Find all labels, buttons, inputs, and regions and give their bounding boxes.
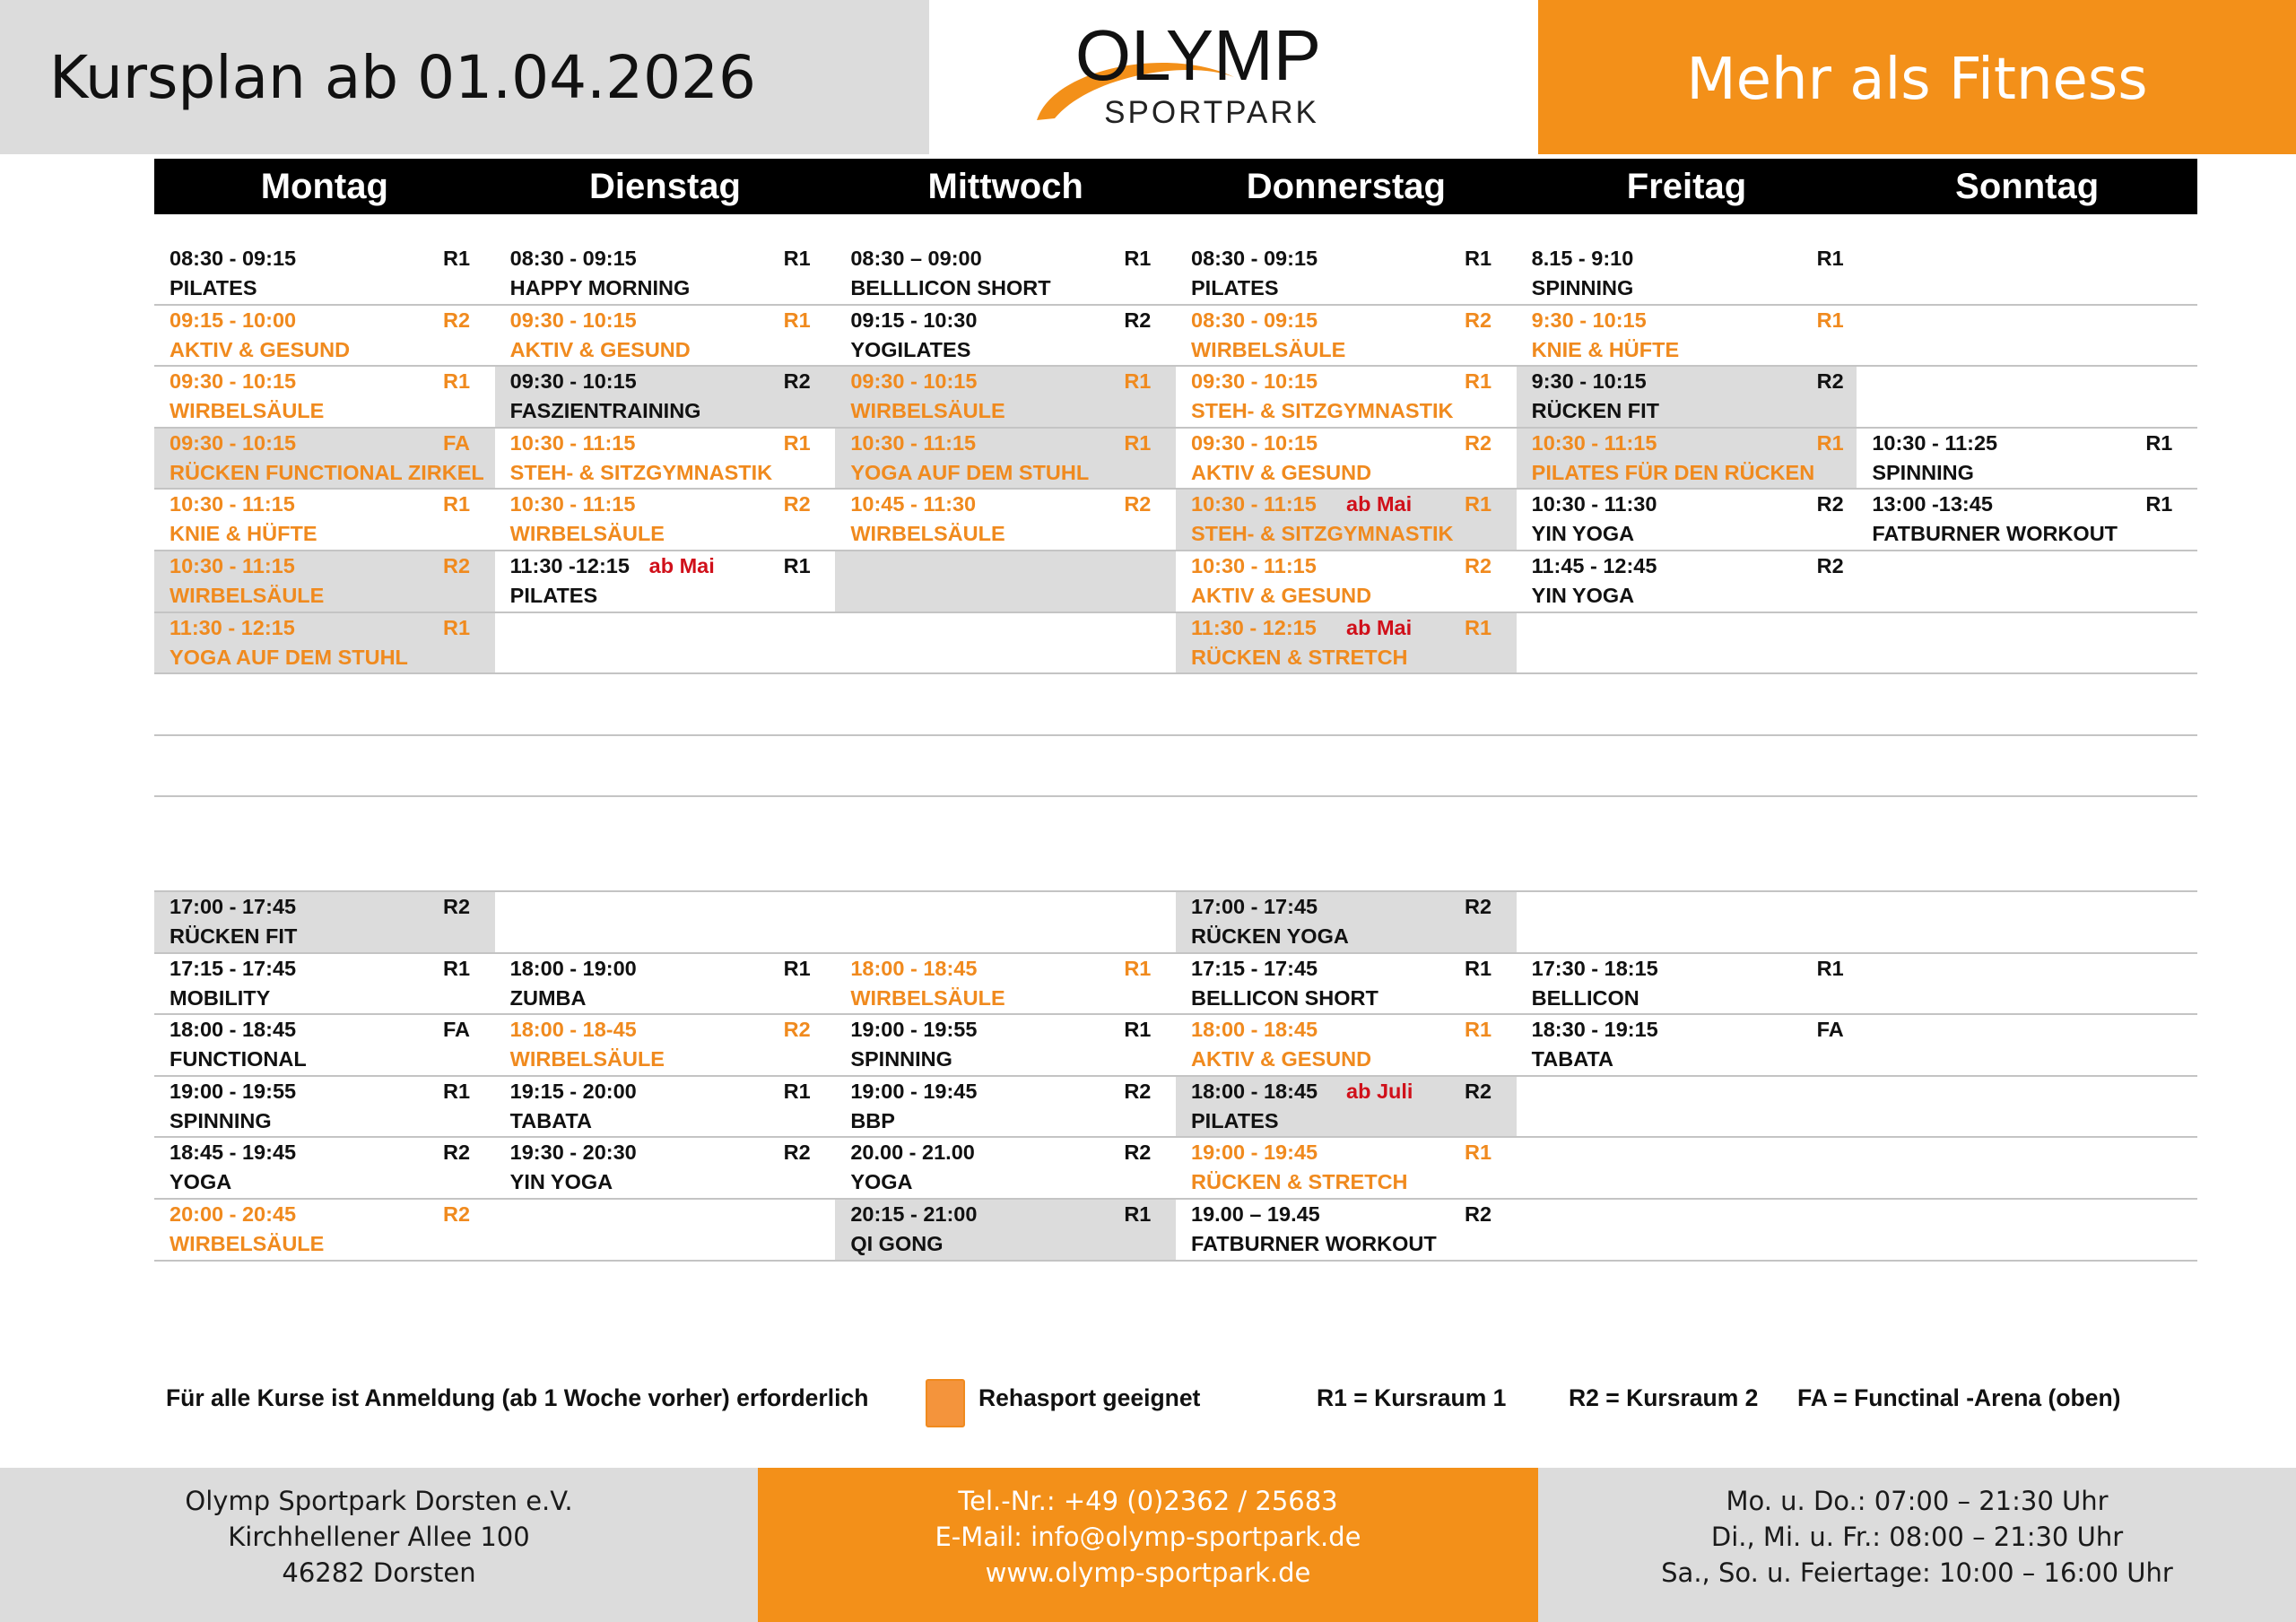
day-header-3: Donnerstag	[1246, 167, 1446, 206]
course-time: 10:30 - 11:15	[1191, 492, 1317, 516]
course-room: R2	[1816, 554, 1844, 577]
course-cell	[1857, 429, 2197, 490]
course-cell	[835, 244, 1176, 306]
course-cell	[835, 1015, 1176, 1077]
course-time: 18:00 - 18:45	[1191, 1018, 1318, 1042]
course-time: 08:30 – 09:00	[850, 247, 982, 270]
course-room: R1	[783, 554, 811, 577]
course-cell	[495, 954, 836, 1016]
course-time: 18:00 - 18:45	[850, 956, 978, 980]
course-time: 19:00 - 19:45	[850, 1079, 978, 1103]
course-room: R1	[1465, 369, 1492, 394]
course-name: YIN YOGA	[509, 1170, 613, 1194]
course-name: FATBURNER WORKOUT	[1872, 522, 2118, 546]
course-cell	[1176, 551, 1517, 613]
course-time: 8.15 - 9:10	[1531, 247, 1634, 270]
course-time: 19:00 - 19:55	[170, 1079, 297, 1103]
course-cell	[495, 1138, 836, 1200]
course-room: R1	[1816, 956, 1844, 980]
address-line: Kirchhellener Allee 100	[228, 1522, 530, 1552]
course-room: R1	[2145, 492, 2173, 516]
course-time: 08:30 - 09:15	[170, 247, 297, 270]
course-name: FATBURNER WORKOUT	[1191, 1232, 1437, 1255]
course-time: 10:30 - 11:15	[509, 430, 636, 455]
website-link[interactable]: www.olymp-sportpark.de	[985, 1557, 1311, 1588]
course-name: WIRBELSÄULE	[850, 399, 1005, 423]
course-room: R1	[783, 430, 811, 455]
day-header-1: Dienstag	[589, 167, 741, 206]
course-time: 08:30 - 09:15	[1191, 308, 1318, 332]
course-time: 10:30 - 11:25	[1872, 430, 1998, 455]
course-start-note: ab Mai	[648, 554, 715, 577]
course-cell	[154, 954, 495, 1016]
course-room: R2	[783, 1018, 811, 1042]
course-cell	[835, 551, 1176, 613]
course-room: R1	[1124, 956, 1152, 980]
course-cell	[1176, 1015, 1517, 1077]
course-name: RÜCKEN FIT	[170, 924, 298, 948]
course-time: 18:00 - 18:45	[1191, 1079, 1318, 1103]
hours-line: Mo. u. Do.: 07:00 – 21:30 Uhr	[1726, 1486, 2109, 1516]
course-name: WIRBELSÄULE	[850, 985, 1005, 1010]
course-time: 09:30 - 10:15	[509, 308, 637, 332]
course-name: KNIE & HÜFTE	[1531, 337, 1680, 361]
course-cell	[1176, 429, 1517, 490]
course-time: 17:00 - 17:45	[1191, 895, 1318, 918]
rehab-legend: Rehasport geeignet	[978, 1384, 1201, 1411]
course-time: 17:30 - 18:15	[1531, 956, 1658, 980]
course-name: PILATES	[1191, 276, 1279, 299]
course-time: 19:00 - 19:45	[1191, 1141, 1318, 1165]
course-cell	[495, 490, 836, 551]
address-line: Olymp Sportpark Dorsten e.V.	[185, 1486, 573, 1516]
course-name: YOGILATES	[850, 337, 971, 361]
course-cell	[154, 1077, 495, 1139]
rehab-swatch	[926, 1379, 965, 1427]
course-room: R1	[1816, 247, 1844, 270]
course-name: SPINNING	[170, 1108, 272, 1132]
course-time: 19:15 - 20:00	[509, 1079, 637, 1103]
course-time: 9:30 - 10:15	[1531, 308, 1647, 332]
course-room: R2	[783, 1141, 811, 1165]
course-room: R1	[2145, 430, 2173, 455]
course-cell	[495, 551, 836, 613]
course-name: TABATA	[509, 1108, 593, 1132]
course-time: 17:00 - 17:45	[170, 895, 297, 918]
course-time: 18:45 - 19:45	[170, 1141, 297, 1165]
course-cell	[1517, 429, 1857, 490]
course-name: FUNCTIONAL	[170, 1047, 307, 1071]
course-cell	[835, 954, 1176, 1016]
course-cell	[1176, 1077, 1517, 1139]
course-name: WIRBELSÄULE	[170, 1232, 325, 1255]
course-name: FASZIENTRAINING	[509, 399, 701, 423]
course-time: 17:15 - 17:45	[1191, 956, 1318, 980]
row-divider	[154, 795, 2197, 797]
course-time: 09:30 - 10:15	[509, 369, 637, 394]
course-room: R1	[443, 247, 471, 270]
course-room: R1	[1465, 956, 1492, 980]
course-cell	[495, 429, 836, 490]
course-name: ZUMBA	[509, 985, 587, 1010]
course-time: 09:15 - 10:00	[170, 308, 297, 332]
course-name: PILATES FÜR DEN RÜCKEN	[1531, 460, 1815, 484]
course-name: STEH- & SITZGYMNASTIK	[1191, 399, 1454, 423]
course-time: 09:30 - 10:15	[850, 369, 978, 394]
course-room: R1	[1816, 308, 1844, 332]
r2-legend: R2 = Kursraum 2	[1569, 1384, 1759, 1411]
course-room: R2	[443, 1202, 471, 1226]
footer-address	[0, 1468, 758, 1622]
course-name: BELLLICON SHORT	[850, 276, 1051, 299]
email-link[interactable]: E-Mail: info@olymp-sportpark.de	[935, 1522, 1361, 1552]
course-cell	[154, 551, 495, 613]
course-name: MOBILITY	[170, 985, 271, 1010]
schedule-grid	[154, 0, 2197, 1622]
course-time: 09:30 - 10:15	[170, 430, 297, 455]
course-name: RÜCKEN & STRETCH	[1191, 645, 1408, 669]
course-name: TABATA	[1531, 1047, 1614, 1071]
course-room: R2	[1124, 308, 1152, 332]
course-name: YOGA AUF DEM STUHL	[170, 645, 408, 669]
course-cell	[154, 1200, 495, 1262]
course-room: R2	[443, 895, 471, 918]
course-room: R2	[1465, 430, 1492, 455]
course-name: AKTIV & GESUND	[1191, 460, 1372, 484]
course-cell	[1517, 490, 1857, 551]
course-cell	[835, 490, 1176, 551]
course-cell	[154, 244, 495, 306]
course-room: R2	[783, 492, 811, 516]
course-name: STEH- & SITZGYMNASTIK	[1191, 522, 1454, 546]
row-divider	[154, 734, 2197, 736]
course-cell	[835, 429, 1176, 490]
course-cell	[1176, 1138, 1517, 1200]
course-name: SPINNING	[850, 1047, 952, 1071]
course-name: RÜCKEN YOGA	[1191, 924, 1349, 948]
course-room: R2	[1124, 1141, 1152, 1165]
course-name: AKTIV & GESUND	[509, 337, 691, 361]
course-cell	[495, 367, 836, 429]
course-name: STEH- & SITZGYMNASTIK	[509, 460, 773, 484]
course-time: 11:30 - 12:15	[170, 615, 295, 639]
course-room: R1	[783, 1079, 811, 1103]
course-cell	[154, 1138, 495, 1200]
course-time: 20:15 - 21:00	[850, 1202, 978, 1226]
course-room: R2	[1465, 1079, 1492, 1103]
course-cell	[1176, 892, 1517, 954]
course-room: R1	[1465, 247, 1492, 270]
course-time: 18:00 - 18:45	[170, 1018, 297, 1042]
course-time: 10:30 - 11:15	[170, 554, 295, 577]
course-name: WIRBELSÄULE	[170, 399, 325, 423]
course-name: RÜCKEN & STRETCH	[1191, 1170, 1408, 1194]
course-cell	[1517, 367, 1857, 429]
course-cell	[154, 429, 495, 490]
course-cell	[1517, 306, 1857, 368]
course-cell	[835, 367, 1176, 429]
course-name: WIRBELSÄULE	[509, 522, 665, 546]
course-name: SPINNING	[1872, 460, 1974, 484]
course-time: 09:15 - 10:30	[850, 308, 978, 332]
logo-word: OLYMP	[1074, 15, 1322, 95]
course-time: 20.00 - 21.00	[850, 1141, 975, 1165]
course-cell	[1176, 490, 1517, 551]
course-time: 10:30 - 11:15	[509, 492, 636, 516]
hours-line: Di., Mi. u. Fr.: 08:00 – 21:30 Uhr	[1710, 1522, 2124, 1552]
day-header-4: Freitag	[1626, 167, 1747, 206]
registration-note: Für alle Kurse ist Anmeldung (ab 1 Woche vorher) erforderlich	[166, 1384, 869, 1411]
course-name: WIRBELSÄULE	[1191, 337, 1346, 361]
course-room: R2	[443, 308, 471, 332]
course-room: FA	[443, 1018, 471, 1042]
course-name: KNIE & HÜFTE	[170, 522, 317, 546]
course-room: R2	[1465, 308, 1492, 332]
course-time: 18:00 - 19:00	[509, 956, 637, 980]
course-cell	[1517, 1015, 1857, 1077]
course-room: FA	[443, 430, 471, 455]
course-name: WIRBELSÄULE	[170, 584, 325, 607]
course-cell	[1176, 954, 1517, 1016]
course-room: R1	[443, 1079, 471, 1103]
logo-sub: SPORTPARK	[1104, 95, 1319, 130]
course-name: YIN YOGA	[1531, 522, 1635, 546]
course-name: AKTIV & GESUND	[1191, 584, 1372, 607]
course-time: 17:15 - 17:45	[170, 956, 297, 980]
course-time: 10:30 - 11:30	[1531, 492, 1657, 516]
course-time: 08:30 - 09:15	[1191, 247, 1318, 270]
course-room: R1	[783, 308, 811, 332]
footer-hours	[1538, 1468, 2296, 1622]
course-time: 9:30 - 10:15	[1531, 369, 1647, 394]
course-name: AKTIV & GESUND	[170, 337, 351, 361]
course-time: 10:30 - 11:15	[1191, 554, 1317, 577]
course-cell	[154, 613, 495, 675]
fa-legend: FA = Functinal -Arena (oben)	[1797, 1384, 2121, 1411]
course-cell	[1517, 551, 1857, 613]
course-name: WIRBELSÄULE	[850, 522, 1005, 546]
course-time: 18:00 - 18-45	[509, 1018, 637, 1042]
course-name: RÜCKEN FUNCTIONAL ZIRKEL	[170, 460, 484, 484]
course-room: R1	[1465, 615, 1492, 639]
footer-contact	[758, 1468, 1538, 1622]
course-room: R1	[1465, 1141, 1492, 1165]
course-room: R1	[443, 492, 471, 516]
course-room: R1	[1124, 1202, 1152, 1226]
course-name: AKTIV & GESUND	[1191, 1047, 1372, 1071]
course-room: R2	[1124, 1079, 1152, 1103]
course-cell	[835, 306, 1176, 368]
course-cell	[1176, 244, 1517, 306]
course-cell	[1176, 367, 1517, 429]
phone-number: Tel.-Nr.: +49 (0)2362 / 25683	[958, 1486, 1338, 1516]
course-cell	[495, 306, 836, 368]
course-time: 11:30 -12:15	[509, 554, 630, 577]
course-cell	[154, 306, 495, 368]
course-time: 09:30 - 10:15	[1191, 369, 1318, 394]
slogan: Mehr als Fitness	[1686, 47, 2148, 113]
course-room: R1	[1124, 1018, 1152, 1042]
course-cell	[154, 490, 495, 551]
course-time: 10:30 - 11:15	[1531, 430, 1657, 455]
course-name: YOGA	[170, 1170, 232, 1194]
address-line: 46282 Dorsten	[282, 1557, 476, 1588]
course-name: RÜCKEN FIT	[1531, 399, 1659, 423]
course-time: 19.00 – 19.45	[1191, 1202, 1320, 1226]
course-cell	[1517, 954, 1857, 1016]
course-room: R2	[1816, 369, 1844, 394]
course-cell	[1176, 1200, 1517, 1262]
course-name: YOGA AUF DEM STUHL	[850, 460, 1090, 484]
course-time: 09:30 - 10:15	[170, 369, 297, 394]
course-room: R1	[1124, 430, 1152, 455]
course-time: 10:30 - 11:15	[850, 430, 977, 455]
course-room: R1	[783, 956, 811, 980]
course-time: 13:00 -13:45	[1872, 492, 1993, 516]
course-name: BELLICON	[1531, 985, 1639, 1010]
course-name: YOGA	[850, 1170, 913, 1194]
course-room: R2	[1124, 492, 1152, 516]
course-room: R1	[1816, 430, 1844, 455]
course-room: R1	[443, 369, 471, 394]
course-name: BBP	[850, 1108, 895, 1132]
course-name: YIN YOGA	[1531, 584, 1635, 607]
course-time: 19:00 - 19:55	[850, 1018, 978, 1042]
course-room: R2	[1816, 492, 1844, 516]
course-cell	[835, 1077, 1176, 1139]
course-room: R1	[1465, 492, 1492, 516]
day-header-0: Montag	[260, 167, 388, 206]
course-room: R1	[1124, 369, 1152, 394]
course-cell	[154, 1015, 495, 1077]
hours-line: Sa., So. u. Feiertage: 10:00 – 16:00 Uhr	[1661, 1557, 2173, 1588]
course-room: FA	[1816, 1018, 1844, 1042]
course-time: 11:30 - 12:15	[1191, 615, 1317, 639]
course-cell	[495, 1077, 836, 1139]
course-cell	[835, 1200, 1176, 1262]
course-room: R2	[443, 1141, 471, 1165]
r1-legend: R1 = Kursraum 1	[1317, 1384, 1507, 1411]
day-header-5: Sonntag	[1955, 167, 2100, 206]
course-time: 10:30 - 11:15	[170, 492, 295, 516]
course-room: R1	[1124, 247, 1152, 270]
course-name: QI GONG	[850, 1232, 944, 1255]
course-name: SPINNING	[1531, 276, 1634, 299]
course-name: BELLICON SHORT	[1191, 985, 1378, 1010]
course-start-note: ab Juli	[1346, 1079, 1413, 1103]
course-room: R1	[443, 615, 471, 639]
course-room: R2	[1465, 895, 1492, 918]
course-room: R1	[783, 247, 811, 270]
course-time: 10:45 - 11:30	[850, 492, 977, 516]
course-time: 11:45 - 12:45	[1531, 554, 1657, 577]
course-room: R2	[783, 369, 811, 394]
course-room: R1	[1465, 1018, 1492, 1042]
course-cell	[1176, 613, 1517, 675]
course-time: 09:30 - 10:15	[1191, 430, 1318, 455]
course-name: PILATES	[170, 276, 257, 299]
day-header-2: Mittwoch	[927, 167, 1083, 206]
course-cell	[154, 892, 495, 954]
course-room: R2	[1465, 554, 1492, 577]
course-name: PILATES	[509, 584, 598, 607]
course-room: R2	[443, 554, 471, 577]
course-cell	[495, 244, 836, 306]
course-cell	[1176, 306, 1517, 368]
course-time: 08:30 - 09:15	[509, 247, 637, 270]
course-cell	[495, 1015, 836, 1077]
course-start-note: ab Mai	[1346, 492, 1413, 516]
course-start-note: ab Mai	[1346, 615, 1413, 639]
course-cell	[1857, 490, 2197, 551]
course-cell	[154, 367, 495, 429]
page-title: Kursplan ab 01.04.2026	[49, 43, 757, 112]
course-name: PILATES	[1191, 1108, 1279, 1132]
course-room: R1	[443, 956, 471, 980]
course-name: WIRBELSÄULE	[509, 1047, 665, 1071]
course-room: R2	[1465, 1202, 1492, 1226]
course-cell	[1517, 244, 1857, 306]
course-time: 19:30 - 20:30	[509, 1141, 637, 1165]
course-cell	[835, 1138, 1176, 1200]
course-time: 18:30 - 19:15	[1531, 1018, 1658, 1042]
course-name: HAPPY MORNING	[509, 276, 691, 299]
course-time: 20:00 - 20:45	[170, 1202, 297, 1226]
